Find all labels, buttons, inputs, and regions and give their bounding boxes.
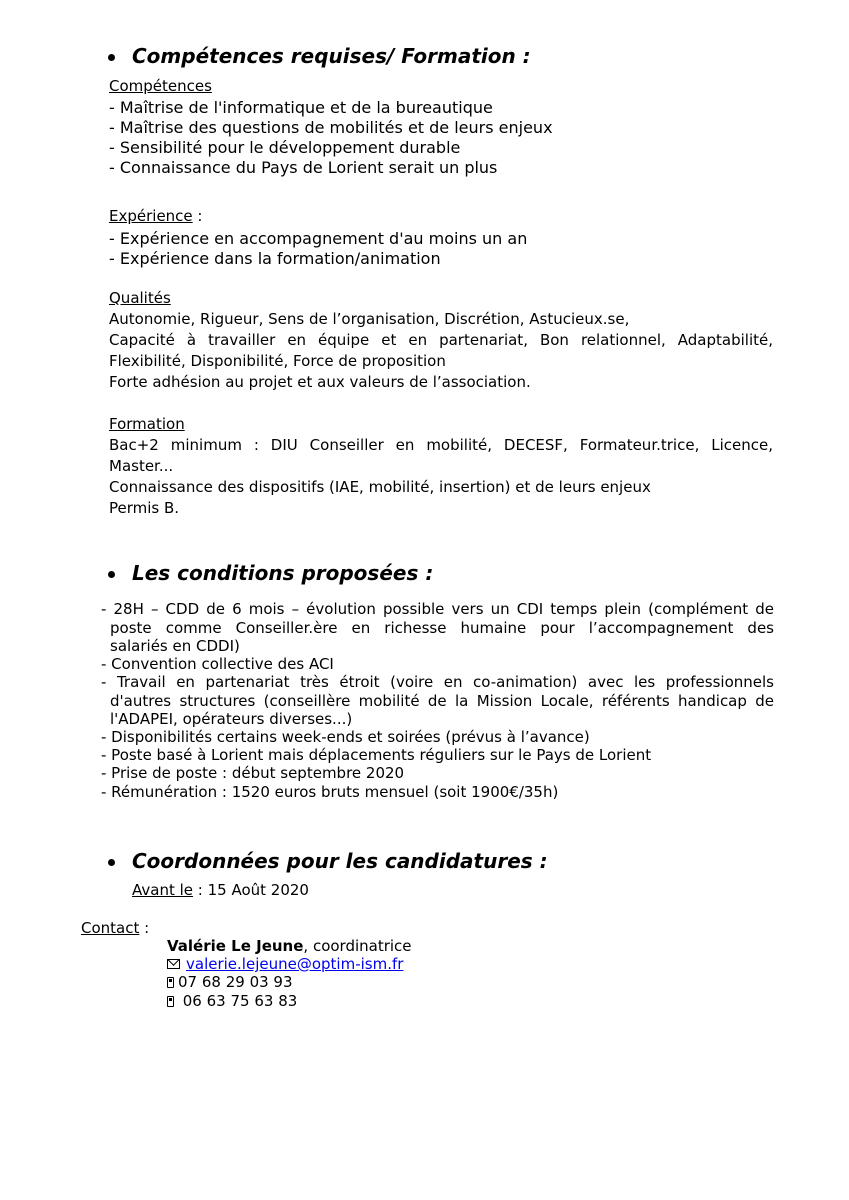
qualites-line: Forte adhésion au projet et aux valeurs de l’association. xyxy=(109,373,531,391)
competence-item: - Maîtrise des questions de mobilités et de leurs enjeux xyxy=(109,118,553,137)
experience-item: - Expérience dans la formation/animation xyxy=(109,249,441,268)
contact-label: Contact xyxy=(81,919,140,937)
condition-line: - Travail en partenariat très étroit (voire en co-animation) avec les professionnels xyxy=(101,673,774,691)
label-qualites: Qualités xyxy=(109,289,171,307)
deadline-label: Avant le xyxy=(132,881,194,899)
heading-conditions: Les conditions proposées : xyxy=(132,561,434,585)
contact-suffix: : xyxy=(139,919,150,937)
contact-name-line xyxy=(167,937,412,955)
competence-item: - Connaissance du Pays de Lorient serait un plus xyxy=(109,158,498,177)
email-line xyxy=(167,955,403,973)
condition-line: - Poste basé à Lorient mais déplacements réguliers sur le Pays de Lorient xyxy=(101,746,652,764)
label-experience-suffix: : xyxy=(192,207,203,225)
phone-line-1 xyxy=(167,973,293,991)
condition-line: - 28H – CDD de 6 mois – évolution possible vers un CDI temps plein (complément de xyxy=(101,600,774,618)
condition-line: - Rémunération : 1520 euros bruts mensuel (soit 1900€/35h) xyxy=(101,783,559,801)
bullet-icon xyxy=(108,571,115,578)
label-experience-text: Expérience xyxy=(109,207,193,225)
heading-competences: Compétences requises/ Formation : xyxy=(132,44,531,68)
qualites-line: Flexibilité, Disponibilité, Force de proposition xyxy=(109,352,446,370)
qualites-line: Capacité à travailler en équipe et en partenariat, Bon relationnel, Adaptabilité, xyxy=(109,331,773,349)
condition-line: - Disponibilités certains week-ends et soirées (prévus à l’avance) xyxy=(101,728,590,746)
deadline-value: : 15 Août 2020 xyxy=(193,881,309,899)
formation-line: Bac+2 minimum : DIU Conseiller en mobilité, DECESF, Formateur.trice, Licence, xyxy=(109,436,773,454)
contact-role: , coordinatrice xyxy=(303,937,412,955)
contact-label-line xyxy=(81,919,149,937)
label-experience xyxy=(109,207,202,225)
qualites-line: Autonomie, Rigueur, Sens de l’organisation, Discrétion, Astucieux.se, xyxy=(109,310,630,328)
experience-item: - Expérience en accompagnement d'au moins un an xyxy=(109,229,528,248)
phone-number-1: 07 68 29 03 93 xyxy=(178,973,293,991)
competence-item: - Sensibilité pour le développement durable xyxy=(109,138,461,157)
label-formation: Formation xyxy=(109,415,185,433)
condition-line: poste comme Conseiller.ère en richesse humaine pour l’accompagnement des xyxy=(110,619,774,637)
formation-line: Connaissance des dispositifs (IAE, mobilité, insertion) et de leurs enjeux xyxy=(109,478,651,496)
condition-line: d'autres structures (conseillère mobilité de la Mission Locale, référents handicap de xyxy=(110,692,774,710)
competence-item: - Maîtrise de l'informatique et de la bureautique xyxy=(109,98,493,117)
mobile-phone-icon xyxy=(167,996,174,1007)
condition-line: - Prise de poste : début septembre 2020 xyxy=(101,764,405,782)
email-link[interactable]: valerie.lejeune@optim-ism.fr xyxy=(186,955,404,973)
heading-coordonnees: Coordonnées pour les candidatures : xyxy=(132,849,548,873)
condition-line: - Convention collective des ACI xyxy=(101,655,334,673)
bullet-icon xyxy=(108,859,115,866)
condition-line: l'ADAPEI, opérateurs diverses...) xyxy=(110,710,353,728)
label-competences: Compétences xyxy=(109,77,212,95)
bullet-icon xyxy=(108,54,115,61)
phone-number-2: 06 63 75 63 83 xyxy=(178,992,298,1010)
mobile-phone-icon xyxy=(167,977,174,988)
formation-line: Permis B. xyxy=(109,499,180,517)
deadline xyxy=(132,881,309,899)
condition-line: salariés en CDDI) xyxy=(110,637,240,655)
formation-line: Master... xyxy=(109,457,174,475)
envelope-icon xyxy=(167,959,180,969)
contact-name: Valérie Le Jeune xyxy=(167,937,304,955)
phone-line-2 xyxy=(167,992,297,1010)
